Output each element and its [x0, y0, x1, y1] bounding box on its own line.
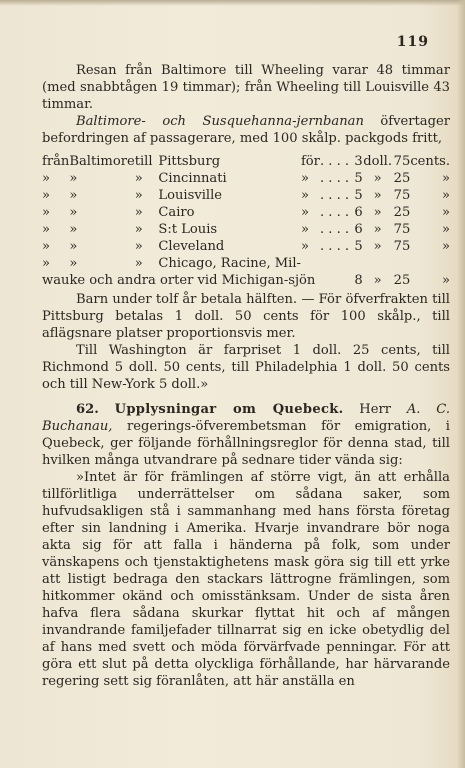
fare-cell-dollars: 5: [354, 188, 363, 203]
fare-cell-cents: 75: [393, 239, 411, 254]
fare-cell-destination-line2: wauke och andra orter vid Michigan-sjön: [42, 273, 316, 288]
fare-cell-dots: . . . .: [319, 171, 350, 186]
fare-cell-destination: Pittsburg: [158, 154, 221, 169]
fare-cell-destination: Louisville: [158, 188, 223, 203]
fare-cell-from: »: [42, 205, 51, 220]
fare-cell-cents-unit: »: [441, 188, 450, 203]
fare-cell-dollars: 5: [354, 171, 363, 186]
paragraph-railway: [42, 113, 450, 147]
fare-cell-origin: »: [69, 239, 78, 254]
fare-cell-from: »: [42, 256, 51, 271]
fare-cell-sep: »: [300, 205, 309, 220]
fare-row: [42, 153, 450, 170]
fare-row: [42, 204, 450, 221]
fare-cell-sep: »: [300, 222, 309, 237]
fare-cell-dots: . . . .: [319, 239, 350, 254]
fare-cell-cents-unit: »: [441, 171, 450, 186]
fare-cell-dollars: 6: [354, 205, 363, 220]
section-heading: Upplysningar om Quebeck.: [114, 402, 344, 417]
fare-cell-to: »: [134, 188, 143, 203]
fare-table: [42, 153, 450, 289]
page-top-shadow: [0, 0, 465, 6]
fare-cell-dots: . . . .: [319, 222, 350, 237]
fare-cell-from: »: [42, 171, 51, 186]
fare-cell-origin: Baltimore: [69, 154, 135, 169]
fare-cell-dollar-unit: »: [373, 188, 382, 203]
paragraph-baltimore-wheeling: Resan från Baltimore till Wheeling varar 48 timmar (med snabbtågen 19 timmar); från Wheeling till Louisville 43 timmar.: [42, 63, 450, 112]
fare-cell-origin: »: [69, 222, 78, 237]
fare-cell-dollar-unit: »: [373, 273, 382, 288]
fare-cell-from: från: [42, 154, 70, 169]
fare-cell-dollar-unit: doll.: [363, 154, 393, 169]
paragraph-children-fare: Barn under tolf år betala hälften. — För öfverfrakten till Pittsburg betalas 1 doll. 50 cents för 100 skålp., till aflägsnare platser proportionsvis mer.: [42, 292, 450, 341]
page-edge: [457, 0, 465, 768]
section-herr: Herr: [343, 402, 407, 417]
person-name: A. C. Buchanau,: [42, 402, 450, 434]
fare-cell-cents-unit: »: [441, 273, 450, 288]
fare-cell-cents: 75: [393, 154, 411, 169]
fare-row: [42, 221, 450, 238]
fare-row-chicago: [42, 255, 450, 272]
fare-cell-sep: »: [300, 171, 309, 186]
fare-cell-origin: »: [69, 256, 78, 271]
fare-cell-dollars: 6: [354, 222, 363, 237]
railway-name: Baltimore- och Susquehanna-jernbanan: [76, 114, 364, 129]
page-body: [42, 62, 450, 690]
fare-cell-destination: Cincinnati: [158, 171, 227, 186]
section-62: [42, 401, 450, 469]
fare-cell-origin: »: [69, 188, 78, 203]
fare-row: [42, 238, 450, 255]
fare-cell-cents: 75: [393, 188, 411, 203]
fare-cell-sep: »: [300, 239, 309, 254]
fare-cell-to: »: [134, 256, 143, 271]
fare-cell-dots: . . . .: [319, 154, 350, 169]
fare-cell-dollar-unit: »: [373, 222, 382, 237]
fare-cell-sep: »: [300, 188, 309, 203]
fare-cell-destination-line1: Chicago, Racine, Mil-: [158, 256, 301, 271]
fare-row: [42, 170, 450, 187]
page-number: 119: [396, 34, 429, 50]
fare-cell-cents: 25: [393, 205, 411, 220]
fare-cell-to: »: [134, 239, 143, 254]
fare-cell-from: »: [42, 188, 51, 203]
fare-cell-to: »: [134, 205, 143, 220]
fare-cell-dollars: 3: [354, 154, 363, 169]
fare-row: [42, 187, 450, 204]
fare-cell-to: »: [134, 222, 143, 237]
fare-cell-to: »: [134, 171, 143, 186]
fare-cell-origin: »: [69, 171, 78, 186]
fare-cell-from: »: [42, 222, 51, 237]
fare-cell-dots: . . . .: [319, 205, 350, 220]
fare-cell-destination: S:t Louis: [158, 222, 218, 237]
fare-cell-cents-unit: »: [441, 205, 450, 220]
railway-text: öfvertager befordringen af passagerare, med 100 skålp. packgods fritt,: [42, 114, 450, 146]
fare-cell-sep: för: [300, 154, 320, 169]
section-text: regerings-öfverembetsman för emigration, i Quebeck, ger följande förhållningsreglor för denna stad, till hvilken många utvandrare på sednare tider vända sig:: [42, 419, 450, 468]
fare-cell-cents-unit: »: [441, 239, 450, 254]
fare-cell-destination: Cleveland: [158, 239, 225, 254]
fare-cell-dots: . . . .: [319, 188, 350, 203]
section-number: 62.: [76, 402, 99, 417]
fare-cell-from: »: [42, 239, 51, 254]
fare-cell-cents: 75: [393, 222, 411, 237]
fare-cell-dollar-unit: »: [373, 239, 382, 254]
fare-cell-cents-unit: »: [441, 222, 450, 237]
fare-cell-cents: 25: [393, 171, 411, 186]
fare-cell-origin: »: [69, 205, 78, 220]
fare-cell-cents-unit: cents.: [410, 154, 450, 169]
fare-cell-dollars: 5: [354, 239, 363, 254]
paragraph-quote: »Intet är för främlingen af större vigt, än att erhålla tillförlitliga underrättelser om sådana saker, som hufvudsakligen stå i sammanhang med hans första företag efter sin landning i Amerika. Hvarje invandrare bör noga akta sig för att falla i händerna på folk, som under vänskapens och tjenstaktighetens mask göra sig till ett yrke att listigt bedraga den stackars lättrogne främlingen, som hitkommer okänd och omisstänksam. Under de sista åren hafva flera sådana skurkar flyttat hit och af mången invandrande familjefader tillnarrat sig en icke obetydlig del af hans med svett och möda förvärfvade penningar. För att göra ett slut på detta olyckliga förhållande, har härvarande regering sett sig föranlåten, att här anställa en: [42, 470, 450, 689]
fare-cell-dollar-unit: »: [373, 205, 382, 220]
fare-cell-to: till: [134, 154, 153, 169]
fare-cell-dollars: 8: [354, 273, 363, 288]
fare-cell-destination: Cairo: [158, 205, 195, 220]
fare-row-michigan: [42, 272, 450, 289]
paragraph-washington-fare: Till Washington är farpriset 1 doll. 25 cents, till Richmond 5 doll. 50 cents, till Philadelphia 1 doll. 50 cents och till New-York 5 doll.»: [42, 343, 450, 392]
fare-cell-dollar-unit: »: [373, 171, 382, 186]
fare-cell-cents: 25: [393, 273, 411, 288]
